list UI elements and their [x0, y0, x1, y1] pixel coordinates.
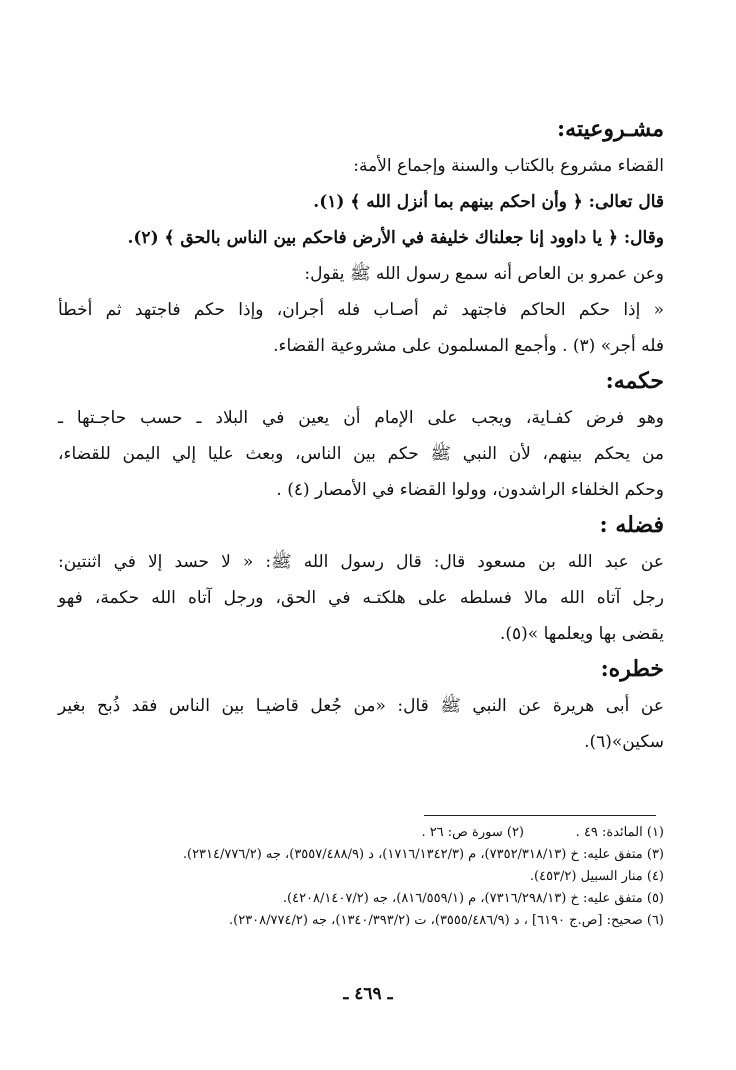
legitimacy-line-1: القضاء مشروع بالكتاب والسنة وإجماع الأمة: [353, 156, 664, 176]
legitimacy-line-3: وقال: ﴿ يا داوود إنا جعلناك خليفة في الأرض فاحكم بين الناس بالحق ﴾ (٢). [127, 228, 664, 248]
ruling-line-3: وحكم الخلفاء الراشدون، وولوا القضاء في الأمصار (٤) . [276, 480, 664, 500]
danger-line-1: عن أبى هريرة عن النبي ﷺ قال: «من جُعل قاضيـا بين الناس فقد ذُبح بغير [58, 696, 664, 716]
virtue-line-3: يقضى بها ويعلمها »(٥). [499, 624, 664, 644]
footnote-divider [424, 815, 656, 816]
footnote-row-1-2 [70, 822, 664, 844]
footnote-3: (٣) متفق عليه: خ (٧٣٥٢/٣١٨/١٣)، م (١٧١٦/١٣٤٢/٣)، د (٣٥٥٧/٤٨٨/٩)، جه (٢٣١٤/٧٧٦/٢). [182, 847, 664, 862]
footnote-6: (٦) صحيح: [ص.ج ٦١٩٠] ، د (٣٥٥٥/٤٨٦/٩)، ت (١٣٤٠/٣٩٣/٢)، جه (٢٣٠٨/٧٧٤/٢). [229, 913, 664, 928]
heading-danger: خطره: [600, 656, 664, 682]
ruling-line-1: وهو فرض كفـاية، ويجب على الإمام أن يعين في البلاد ـ حسب حاجـتها ـ [58, 408, 664, 428]
danger-line-2: سكين»(٦). [584, 732, 664, 752]
page-body [58, 112, 664, 760]
footnote-5: (٥) متفق عليه: خ (٧٣١٦/٢٩٨/١٣)، م (٨١٦/٥٥٩/١)، جه (٤٢٠٨/١٤٠٧/٢). [282, 891, 664, 906]
legitimacy-line-2: قال تعالى: ﴿ وأن احكم بينهم بما أنزل الله ﴾ (١). [313, 192, 664, 212]
footnote-2: (٢) سورة ص: ٢٦ . [421, 825, 524, 840]
legitimacy-line-5: « إذا حكم الحاكم فاجتهد ثم أصـاب فله أجران، وإذا حكم فاجتهد ثم أخطأ [58, 300, 664, 320]
heading-ruling: حكمه: [605, 368, 664, 394]
footnotes [70, 822, 664, 932]
legitimacy-line-6: فله أجر» (٣) . وأجمع المسلمون على مشروعية القضاء. [273, 336, 664, 356]
footnote-4: (٤) منار السبيل (٤٥٣/٢). [529, 869, 664, 884]
heading-virtue: فضله : [599, 512, 664, 538]
legitimacy-line-4: وعن عمرو بن العاص أنه سمع رسول الله ﷺ يقول: [304, 264, 664, 284]
virtue-line-2: رجل آتاه الله مالا فسلطه على هلكتـه في الحق، ورجل آتاه الله حكمة، فهو [58, 588, 664, 608]
virtue-line-1: عن عبد الله بن مسعود قال: قال رسول الله ﷺ: « لا حسد إلا في اثنتين: [58, 552, 664, 572]
page-number: ـ ٤٦٩ ـ [343, 984, 393, 1004]
heading-legitimacy: مشـروعيته: [557, 116, 664, 142]
ruling-line-2: من يحكم بينهم، لأن النبي ﷺ حكم بين الناس، وبعث عليا إلي اليمن للقضاء، [58, 444, 664, 464]
footnote-1: (١) المائدة: ٤٩ . [575, 825, 664, 840]
